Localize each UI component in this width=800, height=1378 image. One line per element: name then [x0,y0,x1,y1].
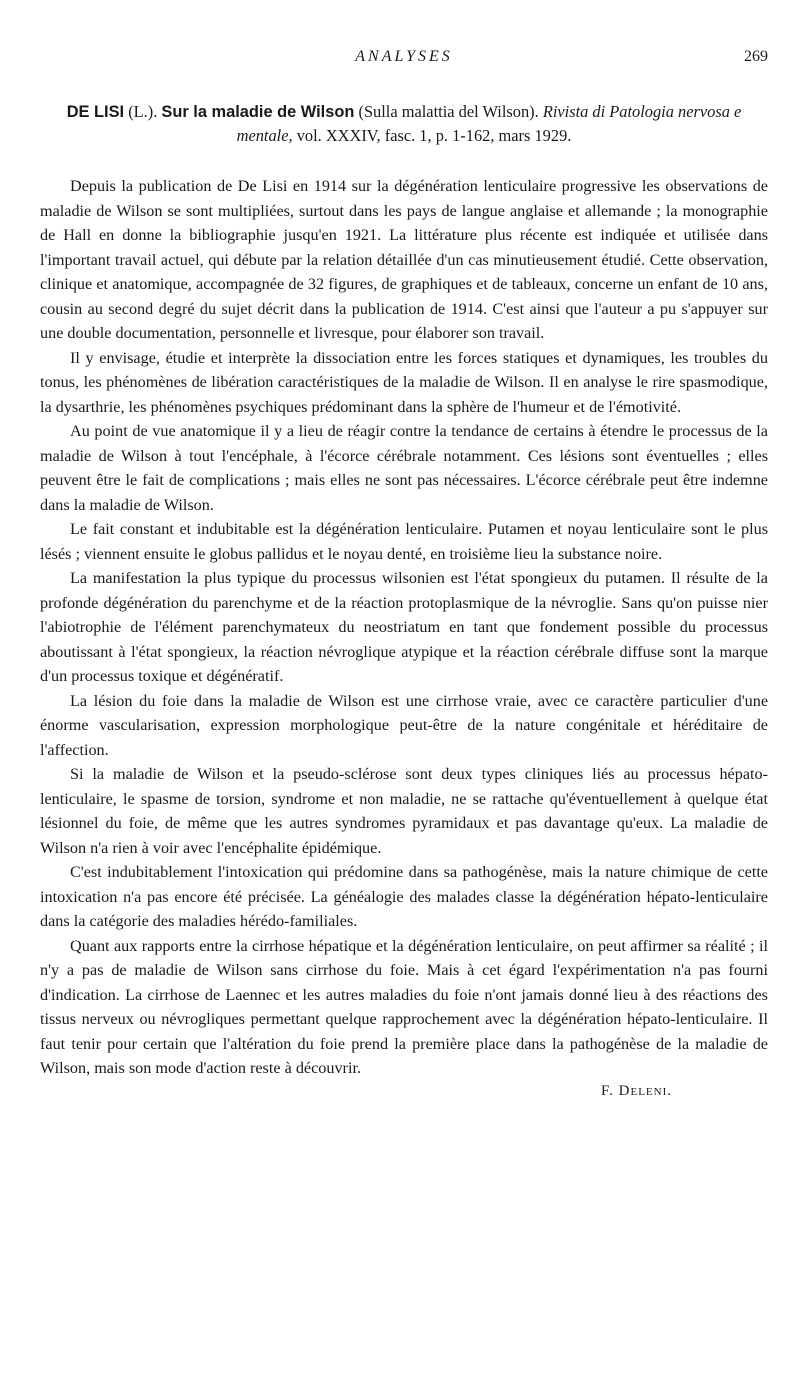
running-head [40,44,768,72]
paragraph-7: Si la maladie de Wilson et la pseudo-sclérose sont deux types cliniques liés au processus hépato-lenticulaire, le spasme de torsion, syndrome et non maladie, ne se rattache qu'éventuellement à quelque état lésionnel du foie, de même que les autres syndromes pyramidaux et pas davantage qu'eux. La maladie de Wilson n'a rien à voir avec l'encéphalite épidémique. [40,765,768,857]
citation-title: Sur la maladie de Wilson [161,103,355,121]
citation-journal: Rivista di Patologia nervosa e mentale, [236,102,742,145]
reviewer-signature: F. Deleni. [601,1082,672,1099]
citation [40,100,768,148]
paragraph-6: La lésion du foie dans la maladie de Wilson est une cirrhose vraie, avec ce caractère particulier d'une énorme vascularisation, expression morphologique peut-être de la nature congénitale et héréditaire de l'affection. [40,691,768,759]
page-number: 269 [744,48,768,65]
citation-original-title: (Sulla malattia del Wilson). [358,102,539,121]
citation-details: vol. XXXIV, fasc. 1, p. 1-162, mars 1929. [296,126,572,145]
paragraph-1: Depuis la publication de De Lisi en 1914 sur la dégénération lenticulaire progressive les observations de maladie de Wilson se sont multipliées, surtout dans les pays de langue anglaise et allemande ; la monographie de Hall en donne la bibliographie jusqu'en 1921. La littérature plus récente est indiquée et utilisée dans l'important travail actuel, qui débute par la relation détaillée d'un cas minutieusement étudié. Cette observation, clinique et anatomique, accompagnée de 32 figures, de graphiques et de tableaux, concerne un enfant de 10 ans, cousin au second degré du sujet décrit dans la publication de 1914. C'est ainsi que l'auteur a pu s'appuyer sur une double documentation, personnelle et livresque, pour élaborer son travail. [40,177,768,342]
paragraph-5: La manifestation la plus typique du processus wilsonien est l'état spongieux du putamen. Il résulte de la profonde dégénération du parenchyme et de la réaction protoplasmique de la névroglie. Sans qu'on puisse nier l'abiotrophie de l'élément parenchymateux du neostriatum en tant que fondement possible du processus aboutissant à l'état spongieux, la réaction névroglique atypique et la réaction cérébrale diffuse sont la marque d'un processus toxique et dégénératif. [40,569,768,685]
citation-initial: (L.). [128,102,158,121]
paragraph-2: Il y envisage, étudie et interprète la dissociation entre les forces statiques et dynamiques, les troubles du tonus, les phénomènes de libération caractéristiques de la maladie de Wilson. Il en analyse le rire spasmodique, la dysarthrie, les phénomènes psychiques prédominant dans la sphère de l'humeur et de l'émotivité. [40,348,768,416]
paragraph-3: Au point de vue anatomique il y a lieu de réagir contre la tendance de certains à étendre le processus de la maladie de Wilson à tout l'encéphale, à l'écorce cérébrale notamment. Ces lésions sont éventuelles ; elles peuvent être le fait de complications ; mais elles ne sont pas nécessaires. L'écorce cérébrale peut être indemne dans la maladie de Wilson. [40,422,768,514]
paragraph-8: C'est indubitablement l'intoxication qui prédomine dans sa pathogénèse, mais la nature chimique de cette intoxication n'a pas encore été précisée. La généalogie des malades classe la dégénération hépato-lenticulaire dans la catégorie des maladies hérédo-familiales. [40,863,768,930]
running-title: ANALYSES [355,48,453,65]
review-body [40,174,768,1081]
paragraph-4: Le fait constant et indubitable est la dégénération lenticulaire. Putamen et noyau lenticulaire sont le plus lésés ; viennent ensuite le globus pallidus et le noyau denté, en troisième lieu la substance noire. [40,520,768,563]
citation-author: DE LISI [66,103,125,121]
paragraph-9: Quant aux rapports entre la cirrhose hépatique et la dégénération lenticulaire, on peut affirmer sa réalité ; il n'y a pas de maladie de Wilson sans cirrhose du foie. Mais à cet égard l'expérimentation n'a pas fourni d'indication. La cirrhose de Laennec et les autres maladies du foie n'ont jamais donné lieu à des réactions des tissus nerveux ou névrogliques permettant quelque rapprochement avec la dégénération hépato-lenticulaire. Il faut tenir pour certain que l'altération du foie prend la première place dans la pathogénèse de la maladie de Wilson, mais son mode d'action reste à découvrir. [40,936,768,1077]
page [40,44,768,1100]
